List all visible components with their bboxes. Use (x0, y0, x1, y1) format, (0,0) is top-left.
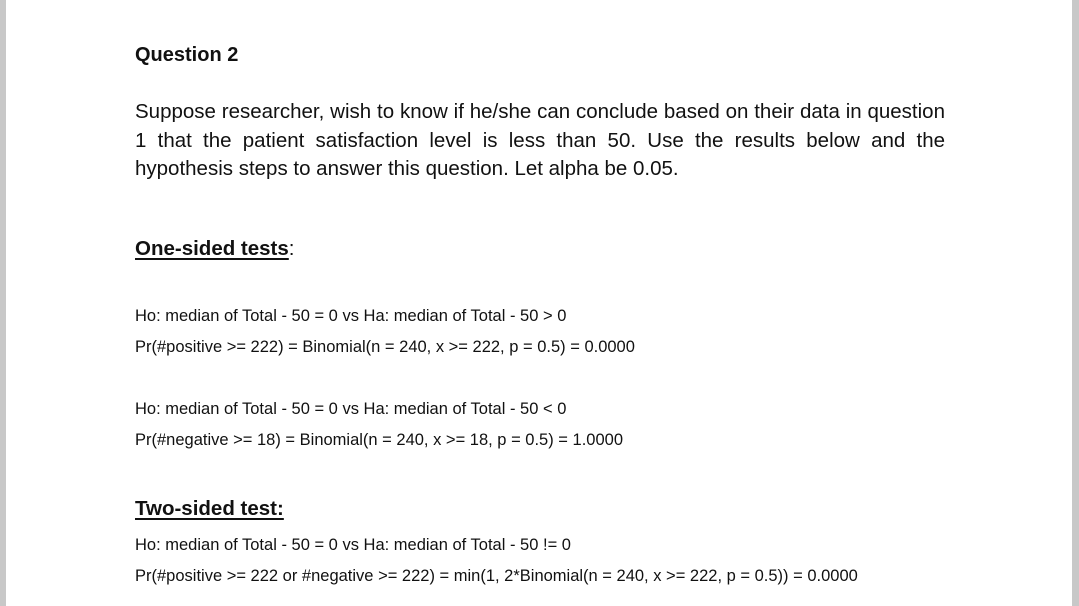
one-sided-title-text: One-sided tests (135, 237, 289, 260)
one-sided-title-colon: : (288, 237, 295, 260)
two-sided-result: Pr(#positive >= 222 or #negative >= 222) = min(1, 2*Binomial(n = 240, x >= 222, p = 0.5)) = 0.0000 (135, 567, 858, 585)
one-sided-section-title (135, 237, 295, 261)
two-sided-title-text: Two-sided test: (135, 497, 284, 520)
question-heading: Question 2 (135, 44, 239, 66)
one-sided-test1-hypothesis: Ho: median of Total - 50 = 0 vs Ha: median of Total - 50 > 0 (135, 307, 567, 325)
one-sided-test1-result: Pr(#positive >= 222) = Binomial(n = 240, x >= 222, p = 0.5) = 0.0000 (135, 338, 635, 356)
document-page (6, 0, 1072, 606)
question-paragraph: Suppose researcher, wish to know if he/she can conclude based on their data in question 1 that the patient satisfaction level is less than 50. Use the results below and the hypothesis steps to answer this question. Let alpha be 0.05. (135, 100, 945, 180)
one-sided-test2-result: Pr(#negative >= 18) = Binomial(n = 240, x >= 18, p = 0.5) = 1.0000 (135, 431, 623, 449)
two-sided-hypothesis: Ho: median of Total - 50 = 0 vs Ha: median of Total - 50 != 0 (135, 536, 571, 554)
one-sided-test2-hypothesis: Ho: median of Total - 50 = 0 vs Ha: median of Total - 50 < 0 (135, 400, 567, 418)
two-sided-section-title (135, 497, 284, 521)
